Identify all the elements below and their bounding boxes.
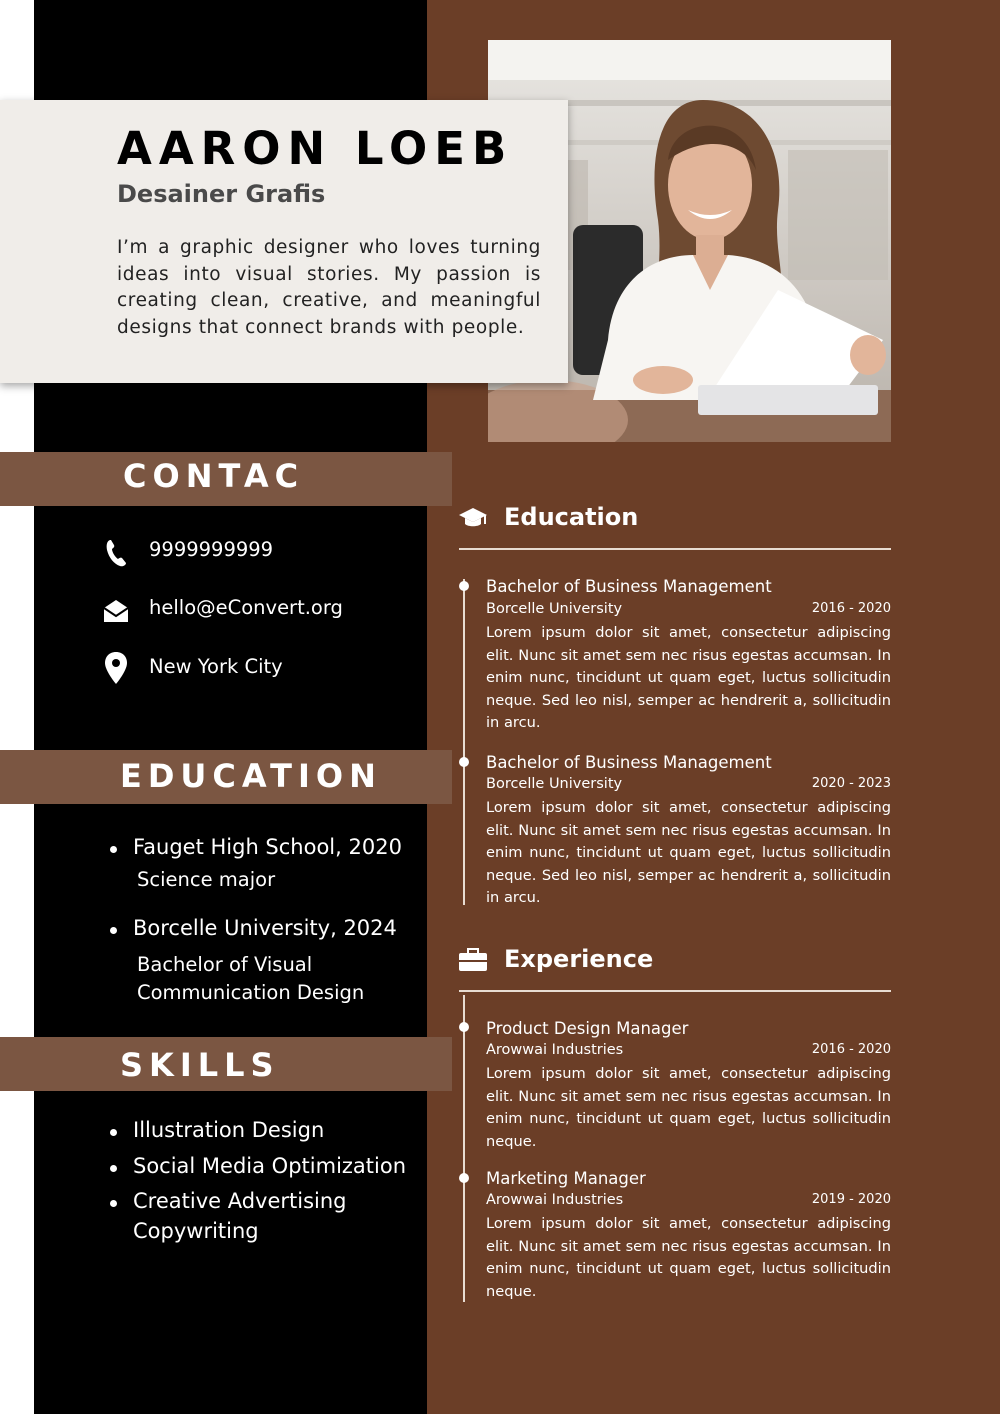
school-name: Borcelle University, 2024 bbox=[133, 916, 397, 940]
phone-icon bbox=[103, 536, 129, 570]
entry-title: Bachelor of Business Management bbox=[486, 753, 772, 772]
entry-description: Lorem ipsum dolor sit amet, consectetur adipiscing elit. Nunc sit amet sem nec risus egestas accumsan. In enim nunc, tincidunt ut quam eget, luctus sollicitudin neque. Sed leo nisl, semper ac hendrerit a, sollicitudin in arcu. bbox=[486, 624, 891, 732]
phone-number[interactable]: 9999999999 bbox=[149, 538, 274, 561]
job-title: Desainer Grafis bbox=[117, 180, 326, 208]
entry-organization: Arowwai Industries bbox=[486, 1042, 624, 1058]
school-detail: Communication Design bbox=[137, 981, 365, 1004]
school-detail: Bachelor of Visual bbox=[137, 953, 313, 976]
experience-title: Experience bbox=[504, 945, 654, 973]
skill-label: Social Media Optimization bbox=[133, 1154, 407, 1178]
experience-heading bbox=[458, 945, 654, 976]
entry-description: Lorem ipsum dolor sit amet, consectetur adipiscing elit. Nunc sit amet sem nec risus egestas accumsan. In enim nunc, tincidunt ut quam eget, luctus sollicitudin neque. bbox=[486, 1065, 891, 1150]
skill-label: Illustration Design bbox=[133, 1118, 325, 1142]
entry-description: Lorem ipsum dolor sit amet, consectetur adipiscing elit. Nunc sit amet sem nec risus egestas accumsan. In enim nunc, tincidunt ut quam eget, luctus sollicitudin neque. bbox=[486, 1215, 891, 1300]
bullet-dot bbox=[110, 846, 117, 853]
location-text: New York City bbox=[149, 655, 283, 678]
skill-label: Copywriting bbox=[133, 1219, 259, 1243]
entry-organization: Arowwai Industries bbox=[486, 1192, 624, 1208]
timeline-dot bbox=[459, 581, 469, 591]
timeline-dot bbox=[459, 757, 469, 767]
candidate-name: AARON LOEB bbox=[117, 122, 514, 175]
education-heading bbox=[458, 503, 639, 535]
left-education-title: EDUCATION bbox=[120, 757, 382, 795]
school-detail: Science major bbox=[137, 868, 276, 891]
bullet-dot bbox=[110, 1129, 117, 1136]
contact-location bbox=[103, 651, 283, 685]
experience-timeline bbox=[463, 995, 465, 1302]
entry-title: Product Design Manager bbox=[486, 1019, 689, 1038]
bullet-dot bbox=[110, 1165, 117, 1172]
education-timeline bbox=[463, 579, 465, 905]
bullet-dot bbox=[110, 927, 117, 934]
school-name: Fauget High School, 2020 bbox=[133, 835, 402, 859]
entry-dates: 2019 - 2020 bbox=[811, 1192, 891, 1207]
timeline-dot bbox=[459, 1022, 469, 1032]
envelope-icon bbox=[103, 594, 129, 628]
entry-description: Lorem ipsum dolor sit amet, consectetur adipiscing elit. Nunc sit amet sem nec risus egestas accumsan. In enim nunc, tincidunt ut quam eget, luctus sollicitudin neque. Sed leo nisl, semper ac hendrerit a, sollicitudin in arcu. bbox=[486, 799, 891, 907]
contact-phone bbox=[103, 536, 274, 570]
entry-dates: 2020 - 2023 bbox=[811, 776, 891, 791]
contact-email bbox=[103, 594, 343, 628]
profile-summary: I’m a graphic designer who loves turning ideas into visual stories. My passion is creating clean, creative, and meaningful designs that connect brands with people. bbox=[117, 237, 541, 338]
briefcase-icon bbox=[458, 948, 488, 976]
entry-title: Marketing Manager bbox=[486, 1169, 646, 1188]
entry-title: Bachelor of Business Management bbox=[486, 577, 772, 596]
experience-divider bbox=[459, 990, 891, 992]
contact-section-title: CONTAC bbox=[123, 457, 305, 495]
email-address[interactable]: hello@eConvert.org bbox=[149, 596, 343, 619]
entry-dates: 2016 - 2020 bbox=[811, 601, 891, 616]
skills-title: SKILLS bbox=[120, 1046, 280, 1084]
education-divider bbox=[459, 548, 891, 550]
entry-organization: Borcelle University bbox=[486, 776, 623, 792]
entry-organization: Borcelle University bbox=[486, 601, 623, 617]
timeline-dot bbox=[459, 1173, 469, 1183]
skill-label: Creative Advertising bbox=[133, 1189, 347, 1213]
location-pin-icon bbox=[103, 651, 129, 685]
education-title: Education bbox=[504, 503, 639, 531]
graduation-cap-icon bbox=[458, 505, 488, 535]
entry-dates: 2016 - 2020 bbox=[811, 1042, 891, 1057]
bullet-dot bbox=[110, 1200, 117, 1207]
